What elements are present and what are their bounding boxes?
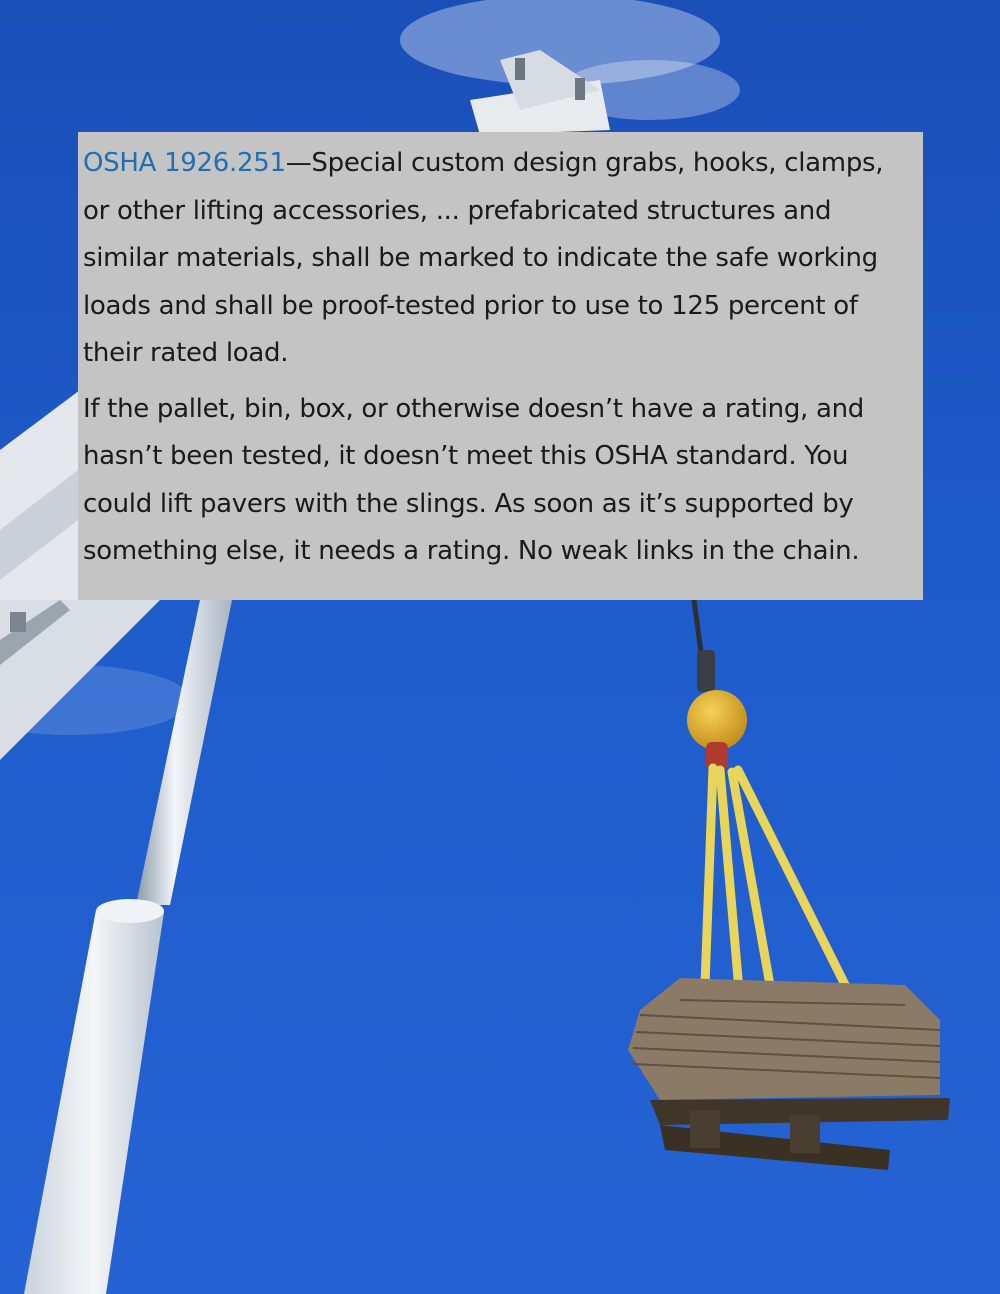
osha-text-panel: [78, 132, 923, 600]
hook-ball: [687, 690, 747, 750]
osha-citation-link[interactable]: OSHA 1926.251: [83, 148, 286, 178]
hook-swivel: [697, 650, 715, 692]
commentary-paragraph: If the pallet, bin, box, or otherwise doesn’t have a rating, and hasn’t been tested, it doesn’t meet this OSHA standard. You could lift pavers with the slings. As soon as it’s supported by something else, it needs a rating. No weak links in the chain.: [83, 393, 864, 566]
osha-quote-text: —Special custom design grabs, hooks, clamps, or other lifting accessories, ... prefabricated structures and similar materials, shall be marked to indicate the safe working loads and shall be proof-tested prior to use to 125 percent of their rated load.: [83, 148, 884, 368]
osha-quote-paragraph: [83, 140, 913, 378]
